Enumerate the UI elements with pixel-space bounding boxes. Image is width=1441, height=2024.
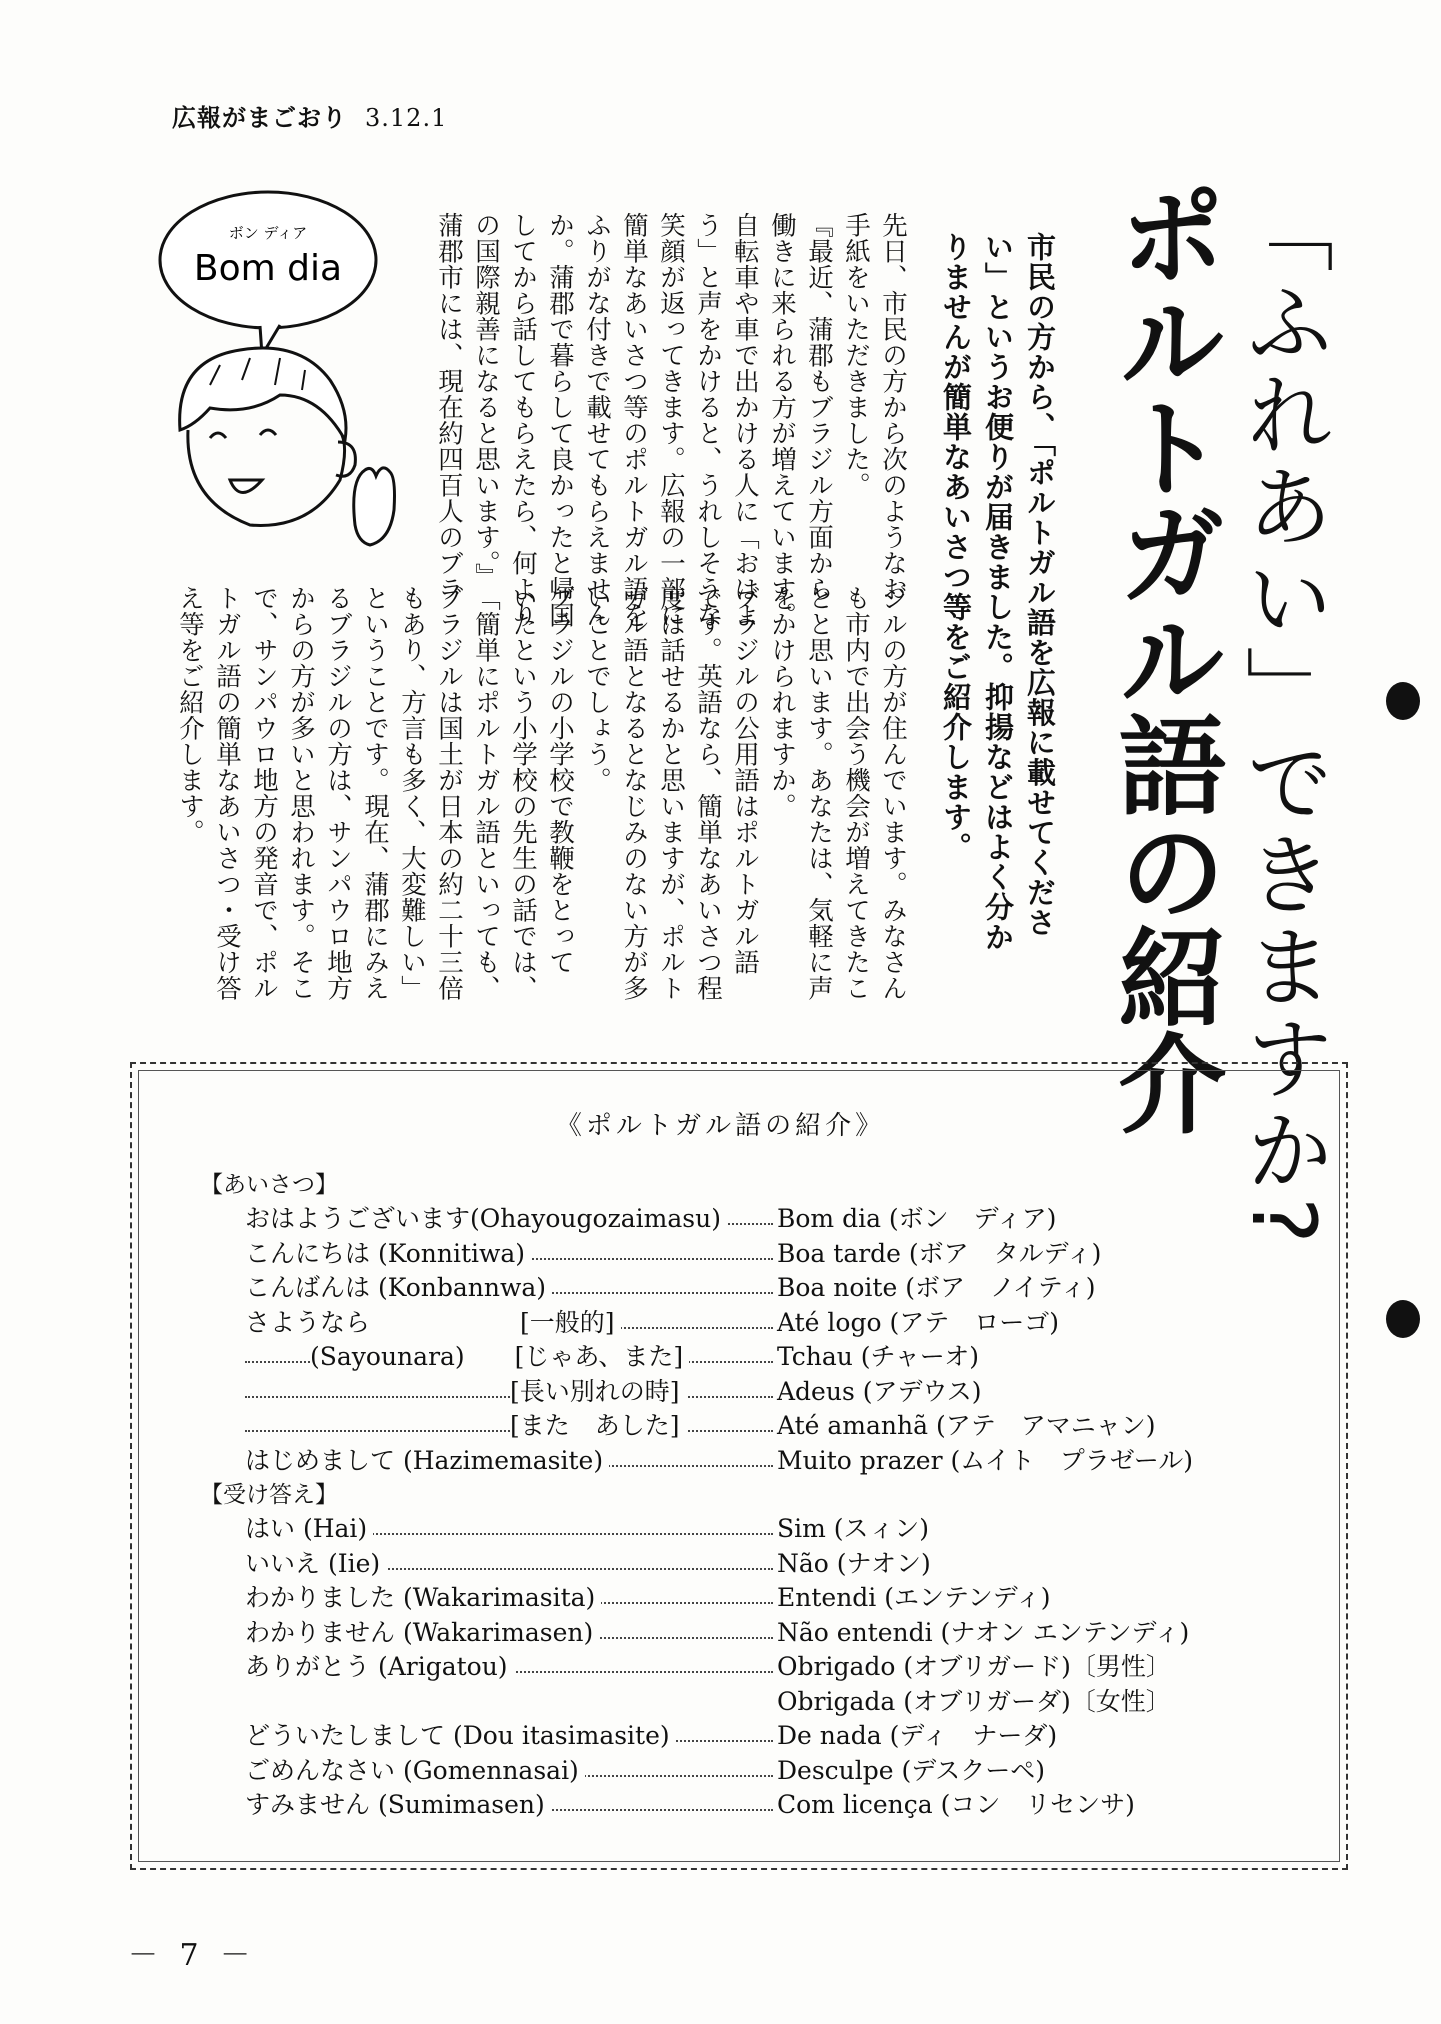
portuguese-phrase: Bom dia (ボン ディア) xyxy=(777,1204,1057,1233)
phrase-row xyxy=(200,1512,1193,1547)
body-line: 蒲郡市には、現在約四百人のブラ xyxy=(434,212,464,602)
phrase-row xyxy=(200,1409,1193,1444)
body-line: ガル語となるとなじみのない方が多 xyxy=(619,585,649,1001)
page-number: － 7 － xyxy=(128,1938,257,1973)
phrase-row xyxy=(200,1788,1193,1823)
lead-text: 市民の方から、「ポルトガル語を広報に載せてください」というお便りが届きました。抑揚などはよく分かりませんが簡単なあいさつ等をご紹介します。 xyxy=(939,232,1057,952)
body-line: とと思います。あなたは、気軽に声 xyxy=(804,585,834,1001)
body-line: も市内で出会う機会が増えてきたこ xyxy=(841,585,871,1001)
body-line: 働きに来られる方が増えています。 xyxy=(767,212,797,628)
portuguese-phrase: Muito prazer (ムイト プラゼール) xyxy=(777,1445,1193,1475)
body-line: ブラジルの公用語はポルトガル語 xyxy=(730,585,760,975)
box-title: 《ポルトガル語の紹介》 xyxy=(555,1111,886,1141)
portuguese-phrase: Obrigada (オブリガーダ)〔女性〕 xyxy=(777,1686,1171,1716)
phrase-row xyxy=(200,1650,1193,1685)
section-heading: 【あいさつ】 xyxy=(200,1172,338,1198)
portuguese-phrase: Entendi (エンテンディ) xyxy=(777,1583,1051,1612)
japanese-phrase: こんにちは (Konnitiwa) xyxy=(245,1239,531,1268)
body-line: 先日、市民の方から次のようなお xyxy=(878,212,908,602)
headline: 「ふれあい」できますか? xyxy=(1232,185,1335,1248)
japanese-phrase: はじめまして (Hazimemasite) xyxy=(245,1446,609,1475)
portuguese-phrase: Boa tarde (ボア タルディ) xyxy=(777,1238,1102,1268)
body-line: 「簡単にポルトガル語といっても、 xyxy=(471,585,501,1001)
boy-illustration xyxy=(150,180,400,560)
portuguese-phrase: Desculpe (デスクーペ) xyxy=(777,1755,1046,1785)
japanese-phrase: はい (Hai) xyxy=(245,1514,373,1543)
body-line: 簡単なあいさつ等のポルトガル語を xyxy=(619,212,649,628)
page-header xyxy=(172,98,447,133)
phrase-row xyxy=(200,1616,1193,1651)
body-column-a xyxy=(430,212,911,628)
body-line: いことでしょう。 xyxy=(582,585,612,793)
body-line: をかけられますか。 xyxy=(767,585,797,819)
body-line: う」と声をかけると、うれしそうな xyxy=(693,212,723,628)
bullet-dot xyxy=(1386,682,1420,720)
bubble-text: Bom dia xyxy=(193,248,343,289)
phrase-row xyxy=(200,1581,1193,1616)
phrase-row xyxy=(200,1340,1193,1375)
japanese-phrase xyxy=(245,1687,251,1716)
phrase-row xyxy=(200,1444,1193,1479)
phrase-row xyxy=(200,1375,1193,1410)
section-heading: 【受け答え】 xyxy=(200,1482,338,1508)
phrase-row xyxy=(200,1271,1193,1306)
body-line: ふりがな付きで載せてもらえません xyxy=(582,212,612,628)
body-line: で、サンパウロ地方の発音で、ポル xyxy=(249,585,279,1001)
body-line: トガル語の簡単なあいさつ・受け答 xyxy=(212,585,242,1001)
body-line: してから話してもらえたら、何より xyxy=(508,212,538,628)
japanese-phrase: わかりません (Wakarimasen) xyxy=(245,1618,599,1647)
portuguese-phrase: Até amanhã (アテ アマニャン) xyxy=(777,1411,1156,1440)
phrase-row xyxy=(200,1237,1193,1272)
body-line: の国際親善になると思います。』 xyxy=(471,212,501,590)
phrase-list xyxy=(200,1168,1193,1823)
body-line: 『最近、蒲郡もブラジル方面から xyxy=(804,212,834,602)
bullet-dot xyxy=(1386,1300,1420,1338)
japanese-phrase: ごめんなさい (Gomennasai) xyxy=(245,1756,585,1785)
portuguese-phrase: Não entendi (ナオン エンテンディ) xyxy=(777,1617,1190,1647)
portuguese-phrase: Não (ナオン) xyxy=(777,1548,931,1578)
body-line: いたという小学校の先生の話では、 xyxy=(508,585,538,1001)
japanese-phrase: (Sayounara) [じゃあ、また] xyxy=(310,1342,689,1371)
japanese-phrase: おはようございます(Ohayougozaimasu) xyxy=(245,1204,727,1233)
portuguese-phrase: Obrigado (オブリガード)〔男性〕 xyxy=(777,1652,1171,1681)
japanese-phrase: どういたしまして (Dou itasimasite) xyxy=(245,1721,676,1750)
main-title: ポルトガル語の紹介 xyxy=(1100,180,1225,1134)
portuguese-phrase: Com licença (コン リセンサ) xyxy=(777,1790,1135,1819)
body-line: からの方が多いと思われます。そこ xyxy=(286,585,316,1001)
portuguese-phrase: Adeus (アデウス) xyxy=(777,1376,982,1406)
phrase-row xyxy=(200,1719,1193,1754)
body-line: ということです。現在、蒲郡にみえ xyxy=(360,585,390,1001)
japanese-phrase: [長い別れの時] xyxy=(510,1377,686,1406)
body-line: か。蒲郡で暮らして良かったと帰国 xyxy=(545,212,575,628)
japanese-phrase: すみません (Sumimasen) xyxy=(245,1790,551,1819)
body-line: え等をご紹介します。 xyxy=(175,585,205,845)
phrase-row xyxy=(200,1754,1193,1789)
body-line: ジルの方が住んでいます。みなさん xyxy=(878,585,908,1001)
japanese-phrase: [また あした] xyxy=(510,1411,686,1440)
body-line: 手紙をいただきました。 xyxy=(841,212,871,498)
phrase-row xyxy=(200,1547,1193,1582)
japanese-phrase: いいえ (Iie) xyxy=(245,1549,386,1578)
bubble-reading: ボン ディア xyxy=(228,224,308,242)
portuguese-phrase: Até logo (アテ ローゴ) xyxy=(777,1307,1059,1337)
body-line: ブラジルの小学校で教鞭をとって xyxy=(545,585,575,975)
body-column-b xyxy=(171,585,911,1001)
japanese-phrase: ありがとう (Arigatou) xyxy=(245,1652,514,1681)
japanese-phrase: さようなら [一般的] xyxy=(245,1308,621,1337)
japanese-phrase: こんばんは (Konbannwa) xyxy=(245,1273,552,1302)
body-line: 笑顔が返ってきます。広報の一部に xyxy=(656,212,686,628)
issue-date: 3.12.1 xyxy=(365,104,448,132)
newsletter-title: 広報がまごおり xyxy=(172,104,347,132)
portuguese-phrase: De nada (ディ ナーダ) xyxy=(777,1721,1058,1750)
body-line: 度は話せるかと思いますが、ポルト xyxy=(656,585,686,1001)
phrase-row xyxy=(200,1202,1193,1237)
body-line: ブラジルは国土が日本の約二十三倍 xyxy=(434,585,464,1001)
body-line: もあり、方言も多く、大変難しい」 xyxy=(397,585,427,1001)
body-line: です。英語なら、簡単なあいさつ程 xyxy=(693,585,723,1001)
japanese-phrase: わかりました (Wakarimasita) xyxy=(245,1583,601,1612)
portuguese-phrase: Tchau (チャーオ) xyxy=(777,1342,980,1371)
phrase-row xyxy=(200,1306,1193,1341)
portuguese-phrase: Boa noite (ボア ノイティ) xyxy=(777,1273,1096,1302)
body-line: 自転車や車で出かける人に「おはよ xyxy=(730,212,760,628)
body-line: るブラジルの方は、サンパウロ地方 xyxy=(323,585,353,1001)
portuguese-phrase: Sim (スィン) xyxy=(777,1514,930,1543)
phrase-row xyxy=(200,1685,1193,1720)
